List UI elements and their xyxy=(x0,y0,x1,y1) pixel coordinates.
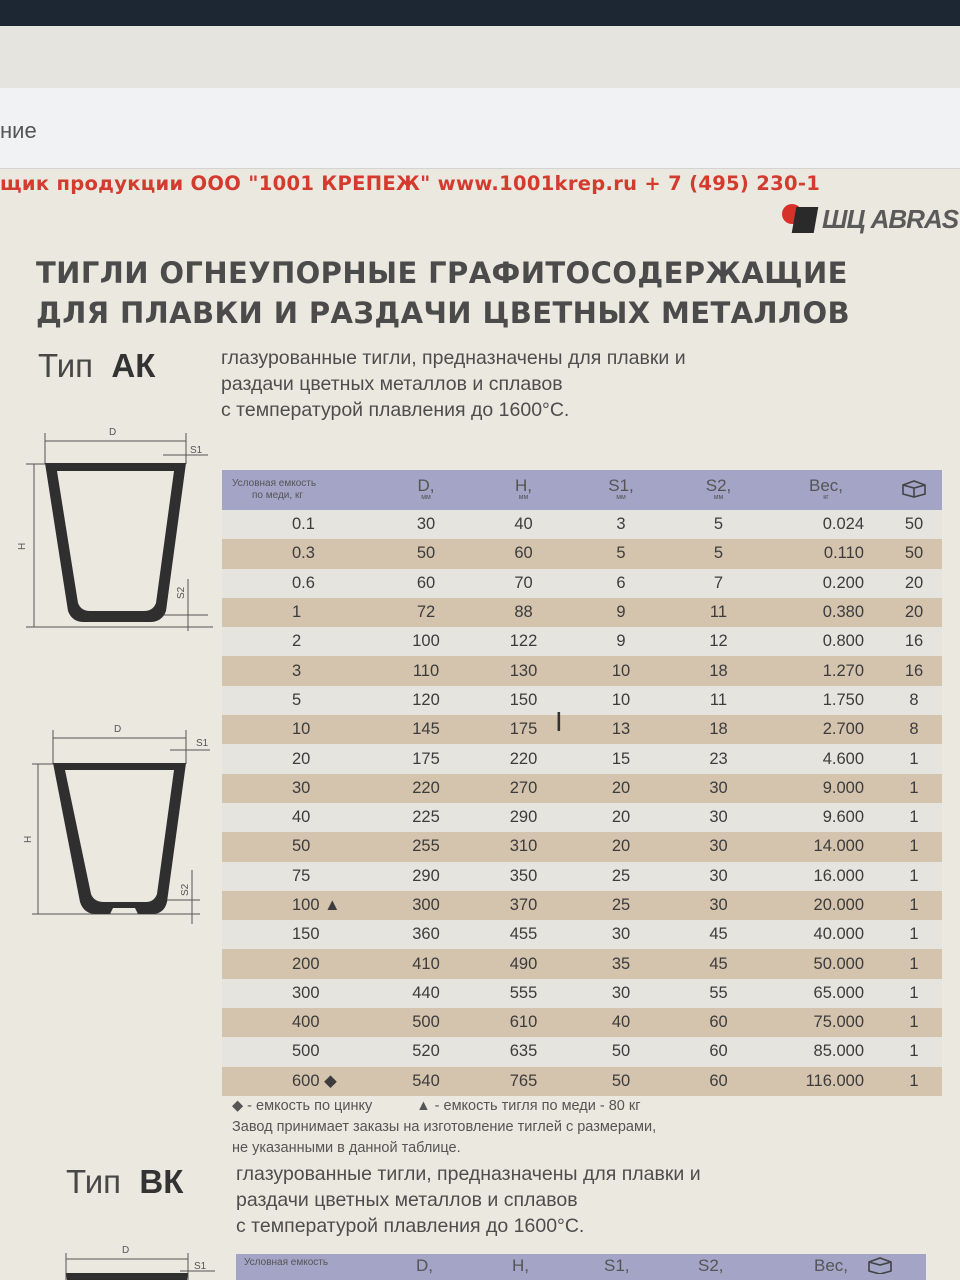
type-vk-description xyxy=(236,1161,701,1239)
cell-s1: 20 xyxy=(571,774,671,803)
desc-line: раздачи цветных металлов и сплавов xyxy=(236,1189,578,1211)
cell-capacity: 3 xyxy=(222,656,376,685)
cell-d: 300 xyxy=(376,891,476,920)
table-row xyxy=(222,627,942,656)
document-page xyxy=(0,169,960,1280)
dim-label-d: D xyxy=(114,724,122,735)
browser-toolbar xyxy=(0,26,960,88)
header-package xyxy=(886,470,942,510)
cell-capacity: 2 xyxy=(222,627,376,656)
cell-package-qty: 1 xyxy=(886,1037,942,1066)
header-h xyxy=(476,470,571,510)
table-row xyxy=(222,539,942,568)
cell-weight: 116.000 xyxy=(766,1067,886,1096)
header-d: D, xyxy=(416,1256,433,1275)
cell-s1: 35 xyxy=(571,949,671,978)
cell-weight: 1.270 xyxy=(766,656,886,685)
cell-d: 72 xyxy=(376,598,476,627)
cell-weight: 0.380 xyxy=(766,598,886,627)
cell-capacity: 500 xyxy=(222,1037,376,1066)
header-s2: S2, xyxy=(698,1256,724,1275)
table-row xyxy=(222,686,942,715)
cell-s2: 30 xyxy=(671,803,766,832)
table-body xyxy=(222,510,942,1096)
cell-s2: 45 xyxy=(671,949,766,978)
header-s1-label: S1, xyxy=(608,476,634,495)
monitor-bezel xyxy=(0,0,960,26)
table-row xyxy=(222,920,942,949)
cell-s1: 30 xyxy=(571,979,671,1008)
header-d xyxy=(376,470,476,510)
type-vk-label xyxy=(66,1163,183,1201)
legend-copper: ▲ - емкость тигля по меди - 80 кг xyxy=(416,1098,641,1114)
cell-capacity: 1 xyxy=(222,598,376,627)
cell-package-qty: 1 xyxy=(886,803,942,832)
cell-weight: 75.000 xyxy=(766,1008,886,1037)
cell-package-qty: 1 xyxy=(886,979,942,1008)
table-row xyxy=(222,979,942,1008)
cell-package-qty: 1 xyxy=(886,1008,942,1037)
cell-s1: 10 xyxy=(571,686,671,715)
header-unit: мм xyxy=(518,494,529,501)
cell-package-qty: 50 xyxy=(886,510,942,539)
cell-s1: 13 xyxy=(571,715,671,744)
cell-package-qty: 1 xyxy=(886,744,942,773)
cell-h: 270 xyxy=(476,774,571,803)
cell-h: 150 xyxy=(476,686,571,715)
title-line-1: ТИГЛИ ОГНЕУПОРНЫЕ ГРАФИТОСОДЕРЖАЩИЕ xyxy=(36,256,848,290)
cell-h: 455 xyxy=(476,920,571,949)
cell-s2: 5 xyxy=(671,510,766,539)
cell-s2: 60 xyxy=(671,1067,766,1096)
box-icon xyxy=(866,1256,894,1274)
cell-s1: 15 xyxy=(571,744,671,773)
title-line-2: ДЛЯ ПЛАВКИ И РАЗДАЧИ ЦВЕТНЫХ МЕТАЛЛОВ xyxy=(36,296,851,330)
cell-s2: 18 xyxy=(671,656,766,685)
cell-capacity: 0.1 xyxy=(222,510,376,539)
desc-line: глазурованные тигли, предназначены для плавки и xyxy=(236,1163,701,1185)
type-ak-label xyxy=(38,347,155,385)
table-row xyxy=(222,656,942,685)
desc-line: с температурой плавления до 1600°С. xyxy=(236,1215,585,1237)
cell-d: 175 xyxy=(376,744,476,773)
page-title xyxy=(36,253,850,333)
cell-h: 370 xyxy=(476,891,571,920)
cell-h: 310 xyxy=(476,832,571,861)
cell-h: 60 xyxy=(476,539,571,568)
cell-capacity: 50 xyxy=(222,832,376,861)
cell-capacity: 100 ▲ xyxy=(222,891,376,920)
cell-capacity: 300 xyxy=(222,979,376,1008)
legend-zinc: ◆ - емкость по цинку xyxy=(232,1098,373,1114)
table-row xyxy=(222,1037,942,1066)
header-h: H, xyxy=(512,1256,529,1275)
crucible-spec-table xyxy=(222,470,942,1096)
cell-h: 610 xyxy=(476,1008,571,1037)
cell-package-qty: 20 xyxy=(886,569,942,598)
dim-label-s1: S1 xyxy=(194,1261,207,1272)
cell-weight: 1.750 xyxy=(766,686,886,715)
dim-label-d: D xyxy=(122,1245,130,1256)
cell-d: 410 xyxy=(376,949,476,978)
type-prefix: Тип xyxy=(38,347,94,384)
crucible-diagram-1 xyxy=(8,419,218,634)
cell-d: 220 xyxy=(376,774,476,803)
cell-s1: 9 xyxy=(571,627,671,656)
cell-package-qty: 8 xyxy=(886,686,942,715)
cell-package-qty: 20 xyxy=(886,598,942,627)
order-note-line-1: Завод принимает заказы на изготовление тиглей с размерами, xyxy=(232,1119,657,1135)
cell-h: 40 xyxy=(476,510,571,539)
cell-weight: 40.000 xyxy=(766,920,886,949)
header-capacity xyxy=(222,470,376,510)
cell-d: 440 xyxy=(376,979,476,1008)
cell-package-qty: 1 xyxy=(886,949,942,978)
cell-s2: 60 xyxy=(671,1008,766,1037)
cell-weight: 0.110 xyxy=(766,539,886,568)
table-row xyxy=(222,832,942,861)
cell-d: 100 xyxy=(376,627,476,656)
cell-package-qty: 16 xyxy=(886,656,942,685)
cell-weight: 9.000 xyxy=(766,774,886,803)
cell-package-qty: 16 xyxy=(886,627,942,656)
cell-s2: 5 xyxy=(671,539,766,568)
cell-s2: 11 xyxy=(671,686,766,715)
cell-s2: 18 xyxy=(671,715,766,744)
cell-weight: 9.600 xyxy=(766,803,886,832)
cell-weight: 0.200 xyxy=(766,569,886,598)
cell-h: 555 xyxy=(476,979,571,1008)
brand-logo xyxy=(780,202,960,238)
cell-h: 175 xyxy=(476,715,571,744)
cell-package-qty: 1 xyxy=(886,920,942,949)
cell-capacity: 150 xyxy=(222,920,376,949)
table2-header-row xyxy=(236,1254,926,1280)
screen xyxy=(0,26,960,1280)
cell-s1: 5 xyxy=(571,539,671,568)
cell-capacity: 400 xyxy=(222,1008,376,1037)
header-s1 xyxy=(571,470,671,510)
cell-s1: 25 xyxy=(571,862,671,891)
cell-capacity: 20 xyxy=(222,744,376,773)
cell-s2: 11 xyxy=(671,598,766,627)
cell-s1: 25 xyxy=(571,891,671,920)
cell-s1: 40 xyxy=(571,1008,671,1037)
cell-s2: 55 xyxy=(671,979,766,1008)
cell-s1: 20 xyxy=(571,832,671,861)
cell-h: 220 xyxy=(476,744,571,773)
cell-s2: 30 xyxy=(671,832,766,861)
cell-weight: 50.000 xyxy=(766,949,886,978)
box-icon xyxy=(900,478,928,498)
logo-text: ШЦ ABRAS xyxy=(822,204,959,234)
header-unit: кг xyxy=(823,494,829,501)
cell-weight: 0.800 xyxy=(766,627,886,656)
table-row xyxy=(222,744,942,773)
header-capacity: Условная емкость xyxy=(244,1257,329,1268)
cell-package-qty: 1 xyxy=(886,832,942,861)
table-row xyxy=(222,774,942,803)
cell-d: 500 xyxy=(376,1008,476,1037)
dim-label-s1: S1 xyxy=(196,738,209,749)
legend-line xyxy=(232,1096,656,1117)
crucible-diagram-2 xyxy=(20,714,220,924)
supplier-banner: щик продукции ООО "1001 КРЕПЕЖ" www.1001krep.ru + 7 (495) 230-1 xyxy=(0,172,821,195)
cell-capacity: 40 xyxy=(222,803,376,832)
cell-s1: 50 xyxy=(571,1037,671,1066)
cell-d: 290 xyxy=(376,862,476,891)
cell-package-qty: 50 xyxy=(886,539,942,568)
cell-s2: 45 xyxy=(671,920,766,949)
cell-s2: 30 xyxy=(671,891,766,920)
table-row xyxy=(222,1008,942,1037)
cell-capacity: 75 xyxy=(222,862,376,891)
cell-s1: 6 xyxy=(571,569,671,598)
cell-capacity: 200 xyxy=(222,949,376,978)
cell-d: 540 xyxy=(376,1067,476,1096)
type-code: ВК xyxy=(139,1163,184,1200)
order-note-line-2: не указанными в данной таблице. xyxy=(232,1140,461,1156)
header-unit: мм xyxy=(713,494,724,501)
table-row xyxy=(222,803,942,832)
cell-d: 50 xyxy=(376,539,476,568)
cell-s1: 20 xyxy=(571,803,671,832)
header-weight-label: Вес, xyxy=(808,476,844,495)
cell-h: 765 xyxy=(476,1067,571,1096)
cell-s1: 9 xyxy=(571,598,671,627)
dim-label-s2: S2 xyxy=(180,883,191,896)
header-unit: мм xyxy=(421,494,431,501)
cell-d: 255 xyxy=(376,832,476,861)
type-prefix: Тип xyxy=(66,1163,122,1200)
cell-h: 350 xyxy=(476,862,571,891)
cell-weight: 4.600 xyxy=(766,744,886,773)
table-row xyxy=(222,891,942,920)
cell-h: 290 xyxy=(476,803,571,832)
text-cursor-icon: I xyxy=(555,708,563,738)
cell-s2: 60 xyxy=(671,1037,766,1066)
logo-block-icon xyxy=(792,207,819,233)
table-row xyxy=(222,510,942,539)
cell-package-qty: 1 xyxy=(886,862,942,891)
table-row xyxy=(222,1067,942,1096)
cell-weight: 65.000 xyxy=(766,979,886,1008)
desc-line: раздачи цветных металлов и сплавов xyxy=(221,373,563,395)
header-h-label: H, xyxy=(515,476,532,495)
dim-label-s1: S1 xyxy=(190,445,203,456)
cell-s2: 30 xyxy=(671,862,766,891)
table-row xyxy=(222,949,942,978)
header-weight: Вес, xyxy=(814,1256,849,1275)
table-row xyxy=(222,862,942,891)
cell-s1: 3 xyxy=(571,510,671,539)
cell-d: 520 xyxy=(376,1037,476,1066)
cell-d: 60 xyxy=(376,569,476,598)
cell-capacity: 0.6 xyxy=(222,569,376,598)
cell-h: 122 xyxy=(476,627,571,656)
cell-capacity: 10 xyxy=(222,715,376,744)
dim-label-h: H xyxy=(17,542,28,550)
cell-h: 130 xyxy=(476,656,571,685)
cell-h: 635 xyxy=(476,1037,571,1066)
cell-h: 490 xyxy=(476,949,571,978)
cell-capacity: 30 xyxy=(222,774,376,803)
table-notes xyxy=(232,1096,656,1159)
cell-weight: 16.000 xyxy=(766,862,886,891)
cell-package-qty: 1 xyxy=(886,774,942,803)
table-header-row xyxy=(222,470,942,510)
cell-d: 110 xyxy=(376,656,476,685)
header-s2-label: S2, xyxy=(705,476,732,495)
header-d-label: D, xyxy=(417,476,435,495)
cell-package-qty: 1 xyxy=(886,891,942,920)
dim-label-d: D xyxy=(109,427,117,438)
cell-s1: 50 xyxy=(571,1067,671,1096)
header-unit: мм xyxy=(616,494,626,501)
table-row xyxy=(222,569,942,598)
cell-weight: 2.700 xyxy=(766,715,886,744)
cell-capacity: 600 ◆ xyxy=(222,1067,376,1096)
cell-package-qty: 1 xyxy=(886,1067,942,1096)
cell-weight: 20.000 xyxy=(766,891,886,920)
table-row xyxy=(222,598,942,627)
crucible-diagram-3 xyxy=(40,1241,230,1280)
header-s2 xyxy=(671,470,766,510)
cell-weight: 14.000 xyxy=(766,832,886,861)
cell-d: 145 xyxy=(376,715,476,744)
header-capacity-line: Условная емкость xyxy=(232,478,317,489)
cell-h: 70 xyxy=(476,569,571,598)
cell-d: 30 xyxy=(376,510,476,539)
cell-h: 88 xyxy=(476,598,571,627)
dim-label-s2: S2 xyxy=(176,586,187,599)
cell-d: 120 xyxy=(376,686,476,715)
cell-d: 225 xyxy=(376,803,476,832)
desc-line: глазурованные тигли, предназначены для плавки и xyxy=(221,347,686,369)
cell-s2: 12 xyxy=(671,627,766,656)
dim-label-h: H xyxy=(23,835,34,843)
type-ak-description xyxy=(221,345,686,423)
cell-d: 360 xyxy=(376,920,476,949)
tab-title[interactable]: ние xyxy=(0,118,37,143)
cell-s1: 10 xyxy=(571,656,671,685)
desc-line: с температурой плавления до 1600°С. xyxy=(221,399,570,421)
cell-package-qty: 8 xyxy=(886,715,942,744)
cell-capacity: 0.3 xyxy=(222,539,376,568)
cell-weight: 0.024 xyxy=(766,510,886,539)
cell-s1: 30 xyxy=(571,920,671,949)
cell-weight: 85.000 xyxy=(766,1037,886,1066)
header-s1: S1, xyxy=(604,1256,630,1275)
type-code: АК xyxy=(111,347,156,384)
cell-s2: 30 xyxy=(671,774,766,803)
cell-s2: 7 xyxy=(671,569,766,598)
table-row xyxy=(222,715,942,744)
cell-s2: 23 xyxy=(671,744,766,773)
header-weight xyxy=(766,470,886,510)
header-capacity-line: по меди, кг xyxy=(252,490,303,501)
cell-capacity: 5 xyxy=(222,686,376,715)
tab-bar xyxy=(0,88,960,169)
